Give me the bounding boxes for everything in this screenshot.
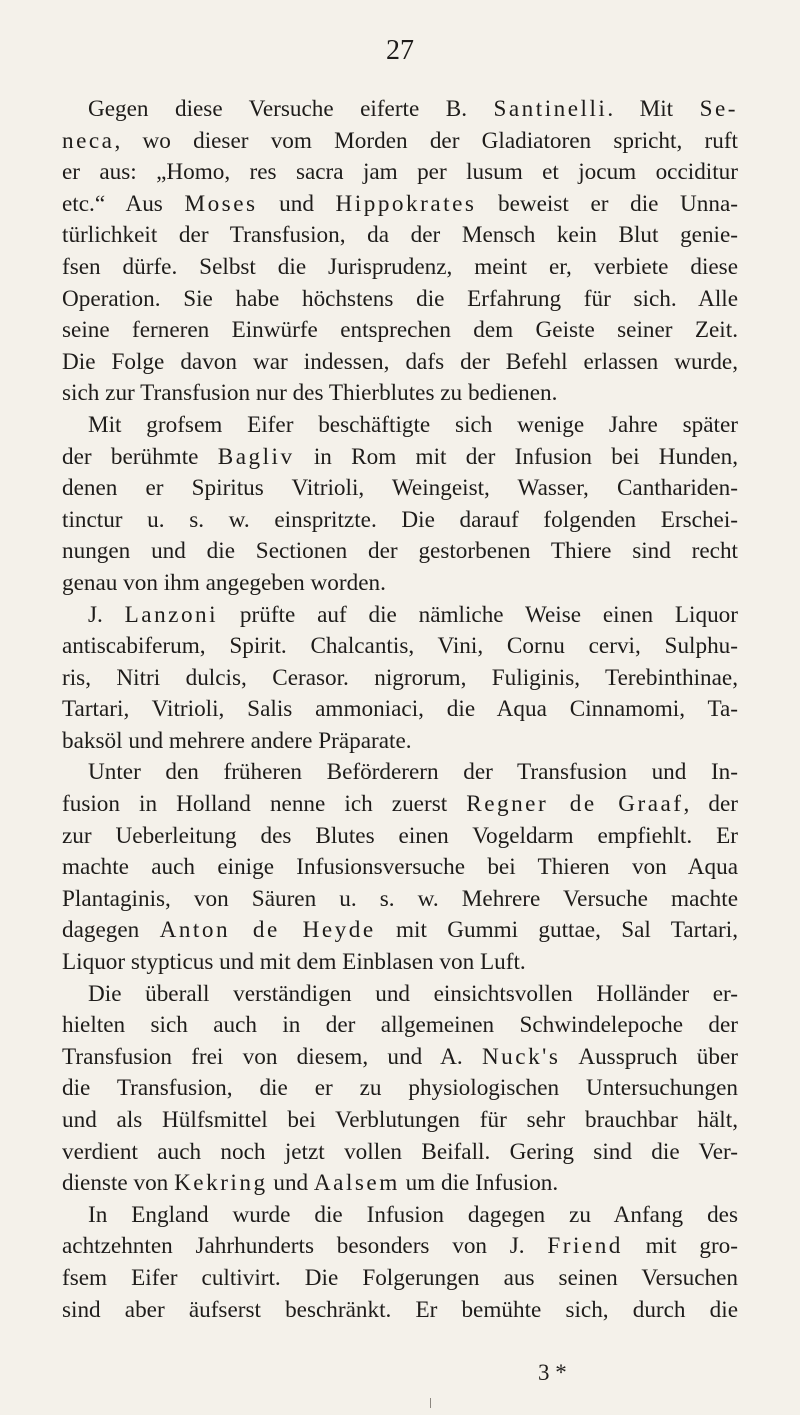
text-run: und xyxy=(257,190,336,217)
text-line xyxy=(62,600,738,632)
paper-speck xyxy=(430,1398,431,1408)
text-run: die Transfusion, die er zu physiologischen Untersuchungen xyxy=(62,1075,738,1102)
text-run: um die Infusion. xyxy=(399,1170,559,1197)
text-line xyxy=(62,220,738,252)
text-run: zur Ueberleitung des Blutes einen Vogeldarm empfiehlt. Er xyxy=(62,822,738,849)
text-line xyxy=(62,1231,738,1263)
signature-mark: 3 * xyxy=(538,1360,567,1385)
spaced-name: Regner de Graaf xyxy=(466,791,684,818)
spaced-name: Santinelli xyxy=(493,96,608,122)
text-line xyxy=(62,1295,738,1327)
text-run: und als Hülfsmittel bei Verblutungen für sehr brauchbar hält, xyxy=(62,1107,738,1133)
text-run: . Mit xyxy=(607,96,700,122)
text-line xyxy=(62,252,738,284)
text-run: , wo dieser vom Morden der Gladiatoren spricht, ruft xyxy=(114,127,738,154)
page-number: 27 xyxy=(386,35,414,66)
text-line xyxy=(62,979,738,1011)
text-run: prüfte auf die nämliche Weise einen Liquor xyxy=(218,601,738,628)
text-line xyxy=(62,378,738,410)
text-line xyxy=(62,1042,738,1074)
text-run: J. xyxy=(88,601,125,628)
spaced-name: Hippokrates xyxy=(335,190,477,217)
text-run: baksöl und mehrere andere Präparate. xyxy=(62,727,412,754)
text-line xyxy=(62,126,738,158)
spaced-name: neca xyxy=(62,127,115,154)
text-run: verdient auch noch jetzt vollen Beifall. Gering sind die Ver- xyxy=(62,1138,738,1165)
text-line xyxy=(62,757,738,789)
text-run: er aus: „Homo, res sacra jam per lusum et jocum occiditur xyxy=(62,159,738,186)
text-line xyxy=(62,94,738,126)
text-run: machte auch einige Infusionsversuche bei Thieren von Aqua xyxy=(62,854,738,881)
text-run: Operation. Sie habe höchstens die Erfahrung für sich. Alle xyxy=(62,285,738,312)
text-line xyxy=(62,663,738,695)
text-run: in Rom mit der Infusion bei Hunden, xyxy=(294,443,739,470)
text-run: Die Folge davon war indessen, dafs der Befehl erlassen wurde, xyxy=(62,348,738,375)
text-run: nungen und die Sectionen der gestorbenen Thiere sind recht xyxy=(62,538,738,565)
text-run: Gegen diese Versuche eiferte B. xyxy=(88,96,494,122)
spaced-name: Bagliv xyxy=(217,443,295,470)
text-run: seine ferneren Einwürfe entsprechen dem Geiste seiner Zeit. xyxy=(62,317,738,344)
text-line xyxy=(62,1010,738,1042)
text-run: dienste von xyxy=(62,1170,175,1197)
text-run: mit Gummi guttae, Sal Tartari, xyxy=(375,917,738,944)
text-run: genau von ihm angegeben worden. xyxy=(62,569,386,596)
text-run: Unter den früheren Beförderern der Transfusion und In- xyxy=(88,759,738,786)
text-run: Tartari, Vitrioli, Salis ammoniaci, die Aqua Cinnamomi, Ta- xyxy=(62,696,738,723)
text-run: achtzehnten Jahrhunderts besonders von J. xyxy=(62,1233,548,1260)
text-run: antiscabiferum, Spirit. Chalcantis, Vini, Cornu cervi, Sulphu- xyxy=(62,633,738,660)
text-run: Die überall verständigen und einsichtsvollen Holländer er- xyxy=(88,980,738,1007)
body-text xyxy=(62,94,738,1326)
text-run: tinctur u. s. w. einspritzte. Die darauf folgenden Erschei- xyxy=(62,506,738,533)
text-run: sich zur Transfusion nur des Thierblutes zu bedienen. xyxy=(62,380,558,407)
text-run: mit gro- xyxy=(622,1233,738,1260)
text-run: fusion in Holland nenne ich zuerst xyxy=(62,791,467,818)
spaced-name: Friend xyxy=(547,1233,623,1260)
text-line xyxy=(62,536,738,568)
text-line xyxy=(62,189,738,221)
text-run: der berühmte xyxy=(62,443,218,470)
text-run: und xyxy=(267,1170,314,1197)
text-run: In England wurde die Infusion dagegen zu Anfang des xyxy=(88,1201,738,1228)
text-line xyxy=(62,315,738,347)
text-line xyxy=(62,442,738,474)
text-run: Mit grofsem Eifer beschäftigte sich wenige Jahre später xyxy=(88,411,738,438)
text-line xyxy=(62,821,738,853)
text-line xyxy=(62,1200,738,1232)
spaced-name: Nuck's xyxy=(481,1043,561,1070)
text-line xyxy=(62,852,738,884)
text-line xyxy=(62,1105,738,1137)
text-run: dagegen xyxy=(62,917,160,944)
spaced-name: Moses xyxy=(184,190,258,217)
text-run: Plantaginis, von Säuren u. s. w. Mehrere Versuche machte xyxy=(62,885,738,912)
text-run: denen er Spiritus Vitrioli, Weingeist, Wasser, Canthariden- xyxy=(62,475,738,502)
text-run: Ausspruch über xyxy=(560,1043,738,1070)
text-run: sind aber äufserst beschränkt. Er bemühte sich, durch die xyxy=(62,1296,738,1323)
text-line xyxy=(62,726,738,758)
text-run: etc.“ Aus xyxy=(62,190,185,217)
spaced-name: Lanzoni xyxy=(124,601,219,628)
spaced-name: Kekring xyxy=(174,1170,268,1197)
text-line xyxy=(62,631,738,663)
text-run: ris, Nitri dulcis, Cerasor. nigrorum, Fuliginis, Terebinthinae, xyxy=(62,664,738,691)
text-run: Liquor stypticus und mit dem Einblasen von Luft. xyxy=(62,949,526,976)
text-line xyxy=(62,694,738,726)
text-run: , der xyxy=(683,791,738,818)
text-line xyxy=(62,1073,738,1105)
text-run: fsen dürfe. Selbst die Jurisprudenz, meint er, verbiete diese xyxy=(62,253,738,280)
text-line xyxy=(62,1263,738,1295)
text-run: Transfusion frei von diesem, und A. xyxy=(62,1043,482,1070)
text-line xyxy=(62,1137,738,1169)
text-run: fsem Eifer cultivirt. Die Folgerungen aus seinen Versuchen xyxy=(62,1264,738,1291)
text-run: hielten sich auch in der allgemeinen Schwindelepoche der xyxy=(62,1012,738,1039)
text-line xyxy=(62,157,738,189)
text-line xyxy=(62,568,738,600)
text-line xyxy=(62,915,738,947)
text-line xyxy=(62,505,738,537)
text-line xyxy=(62,410,738,442)
text-line xyxy=(62,1168,738,1200)
text-line xyxy=(62,347,738,379)
text-line xyxy=(62,947,738,979)
spaced-name: Se- xyxy=(699,96,738,122)
text-line xyxy=(62,789,738,821)
text-line xyxy=(62,284,738,316)
spaced-name: Aalsem xyxy=(313,1170,400,1197)
text-run: beweist er die Unna- xyxy=(476,190,739,217)
text-line xyxy=(62,884,738,916)
spaced-name: Anton de Heyde xyxy=(159,917,376,944)
text-run: türlichkeit der Transfusion, da der Mensch kein Blut genie- xyxy=(62,222,738,249)
text-line xyxy=(62,473,738,505)
